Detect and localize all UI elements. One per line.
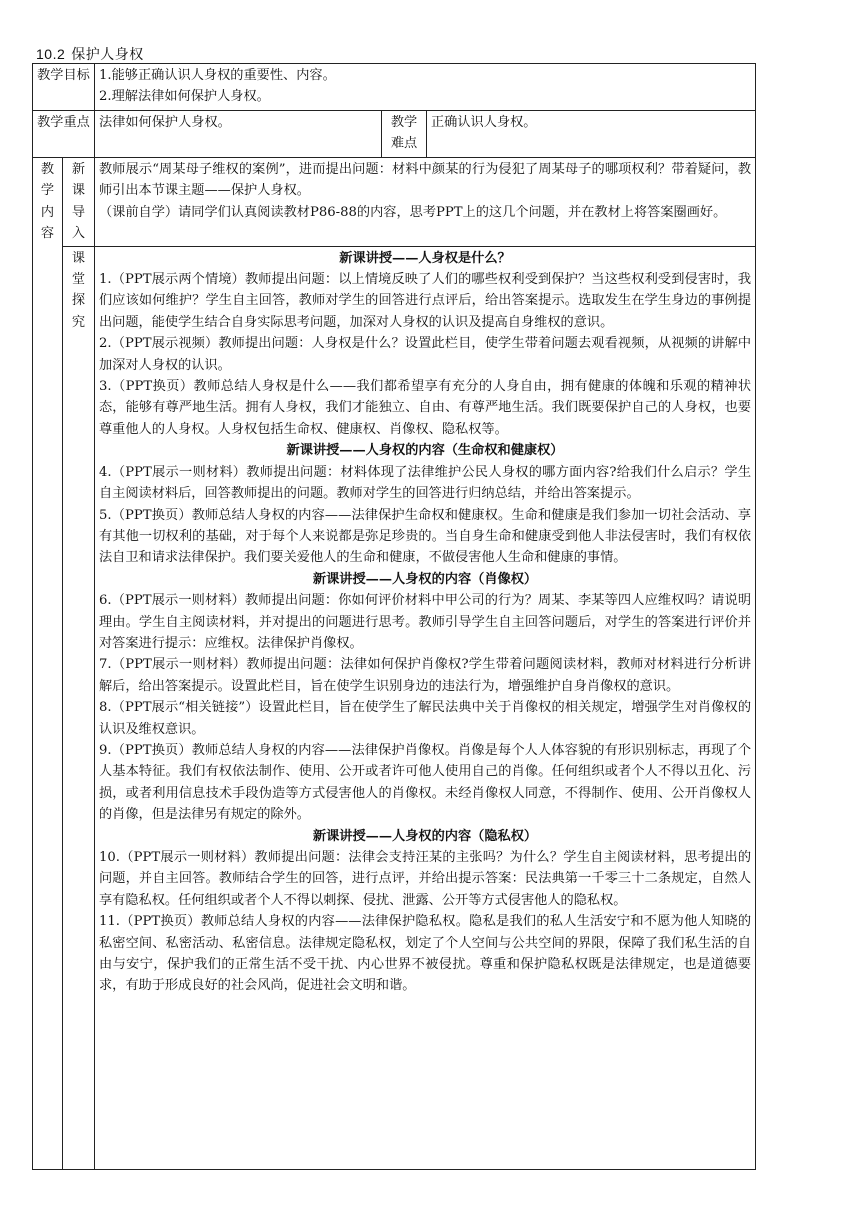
section-heading: 新课讲授——人身权的内容（隐私权） bbox=[312, 828, 538, 844]
key-points-label: 教学重点 bbox=[33, 111, 95, 158]
key-points-content: 法律如何保护人身权。 bbox=[95, 111, 382, 158]
intro-content bbox=[95, 158, 756, 247]
objective-item: 2.理解法律如何保护人身权。 bbox=[99, 89, 270, 105]
step-paragraph: 10.（PPT展示一则材料）教师提出问题：法律会支持汪某的主张吗？为什么？学生自主阅读材料，思考提出的问题，并自主回答。教师结合学生的回答，进行点评，并给出提示答案：民法典第一千零三十二条规定，自然人享有隐私权。任何组织或者个人不得以刺探、侵扰、泄露、公开等方式侵害他人的隐私权。 bbox=[99, 850, 752, 908]
step-paragraph: 9.（PPT换页）教师总结人身权的内容——法律保护肖像权。肖像是每个人人体容貌的有形识别标志，再现了个人基本特征。我们有权依法制作、使用、公开或者许可他人使用自己的肖像。任何组织或者个人不得以丑化、污损，或者利用信息技术手段伪造等方式侵害他人的肖像权。未经肖像权人同意，不得制作、使用、公开肖像权人的肖像，但是法律另有规定的除外。 bbox=[99, 742, 752, 823]
intro-paragraph: 教师展示“周某母子维权的案例”，进而提出问题：材料中颜某的行为侵犯了周某母子的哪项权利？带着疑问，教师引出本节课主题——保护人身权。 bbox=[99, 162, 752, 199]
step-paragraph: 4.（PPT展示一则材料）教师提出问题：材料体现了法律维护公民人身权的哪方面内容?给我们什么启示？学生自主阅读材料后，回答教师提出的问题。教师对学生的回答进行归纳总结，并给出答案提示。 bbox=[99, 464, 752, 502]
key-points-row bbox=[33, 111, 756, 158]
objectives-label: 教学目标 bbox=[33, 64, 95, 111]
section-title: 保护人身权 bbox=[71, 47, 144, 63]
intro-paragraph: （课前自学）请同学们认真阅读教材P86-88的内容，思考PPT上的这几个问题，并在教材上将答案圈画好。 bbox=[99, 204, 727, 220]
difficulties-content: 正确认识人身权。 bbox=[427, 111, 756, 158]
step-paragraph: 5.（PPT换页）教师总结人身权的内容——法律保护生命权和健康权。生命和健康是我们参加一切社会活动、享有其他一切权利的基础，对于每个人来说都是弥足珍贵的。当自身生命和健康受到他人非法侵害时，我们有权依法自卫和请求法律保护。我们要关爱他人的生命和健康，不做侵害他人生命和健康的事情。 bbox=[99, 507, 752, 566]
step-paragraph: 6.（PPT展示一则材料）教师提出问题：你如何评价材料中甲公司的行为？周某、李某等四人应维权吗？请说明理由。学生自主阅读材料，并对提出的问题进行思考。教师引导学生自主回答问题后，对学生的答案进行评价并对答案进行提示：应维权。法律保护肖像权。 bbox=[99, 593, 752, 651]
step-paragraph: 3.（PPT换页）教师总结人身权是什么——我们都希望享有充分的人身自由，拥有健康的体魄和乐观的精神状态，能够有尊严地生活。拥有人身权，我们才能独立、自由、有尊严地生活。我们既要保护自己的人身权，也要尊重他人的人身权。人身权包括生命权、健康权、肖像权、隐私权等。 bbox=[99, 379, 752, 437]
objective-item: 1.能够正确认识人身权的重要性、内容。 bbox=[99, 68, 336, 83]
section-number: 10.2 bbox=[36, 46, 66, 62]
intro-label: 新课导入 bbox=[63, 158, 95, 247]
step-paragraph: 1.（PPT展示两个情境）教师提出问题：以上情境反映了人们的哪些权利受到保护？当这些权利受到侵害时，我们应该如何维护？学生自主回答，教师对学生的回答进行点评后，给出答案提示。选取发生在学生身边的事例提出问题，能使学生结合自身实际思考问题，加深对人身权的认识及提高自身维权的意识。 bbox=[99, 272, 752, 330]
inquiry-label: 课堂探究 bbox=[63, 246, 95, 1169]
step-paragraph: 7.（PPT展示一则材料）教师提出问题：法律如何保护肖像权?学生带着问题阅读材料，教师对材料进行分析讲解后，给出答案提示。设置此栏目，旨在使学生识别身边的违法行为，增强维护自身肖像权的意识。 bbox=[99, 657, 752, 694]
objectives-row bbox=[33, 64, 756, 111]
section-heading: 新课讲授——人身权的内容（肖像权） bbox=[312, 571, 538, 587]
section-heading: 新课讲授——人身权的内容（生命权和健康权） bbox=[286, 443, 564, 459]
objectives-content bbox=[95, 64, 756, 111]
document-title bbox=[36, 44, 144, 64]
step-paragraph: 8.（PPT展示“相关链接”）设置此栏目，旨在使学生了解民法典中关于肖像权的相关规定，增强学生对肖像权的认识及维权意识。 bbox=[99, 700, 752, 737]
step-paragraph: 2.（PPT展示视频）教师提出问题：人身权是什么？设置此栏目，使学生带着问题去观看视频，从视频的讲解中加深对人身权的认识。 bbox=[99, 336, 752, 373]
inquiry-row bbox=[33, 246, 756, 1169]
lesson-plan-table bbox=[32, 63, 756, 1170]
intro-row bbox=[33, 158, 756, 247]
section-heading: 新课讲授——人身权是什么？ bbox=[339, 250, 511, 266]
step-paragraph: 11.（PPT换页）教师总结人身权的内容——法律保护隐私权。隐私是我们的私人生活安宁和不愿为他人知晓的私密空间、私密活动、私密信息。法律规定隐私权，划定了个人空间与公共空间的界限，保障了我们私生活的自由与安宁，保护我们的正常生活不受干扰、内心世界不被侵扰。尊重和保护隐私权既是法律规定，也是道德要求，有助于形成良好的社会风尚，促进社会文明和谐。 bbox=[99, 914, 752, 994]
inquiry-content bbox=[95, 246, 756, 1169]
content-label: 教学内容 bbox=[33, 158, 63, 1170]
difficulties-label: 教学难点 bbox=[382, 111, 427, 158]
